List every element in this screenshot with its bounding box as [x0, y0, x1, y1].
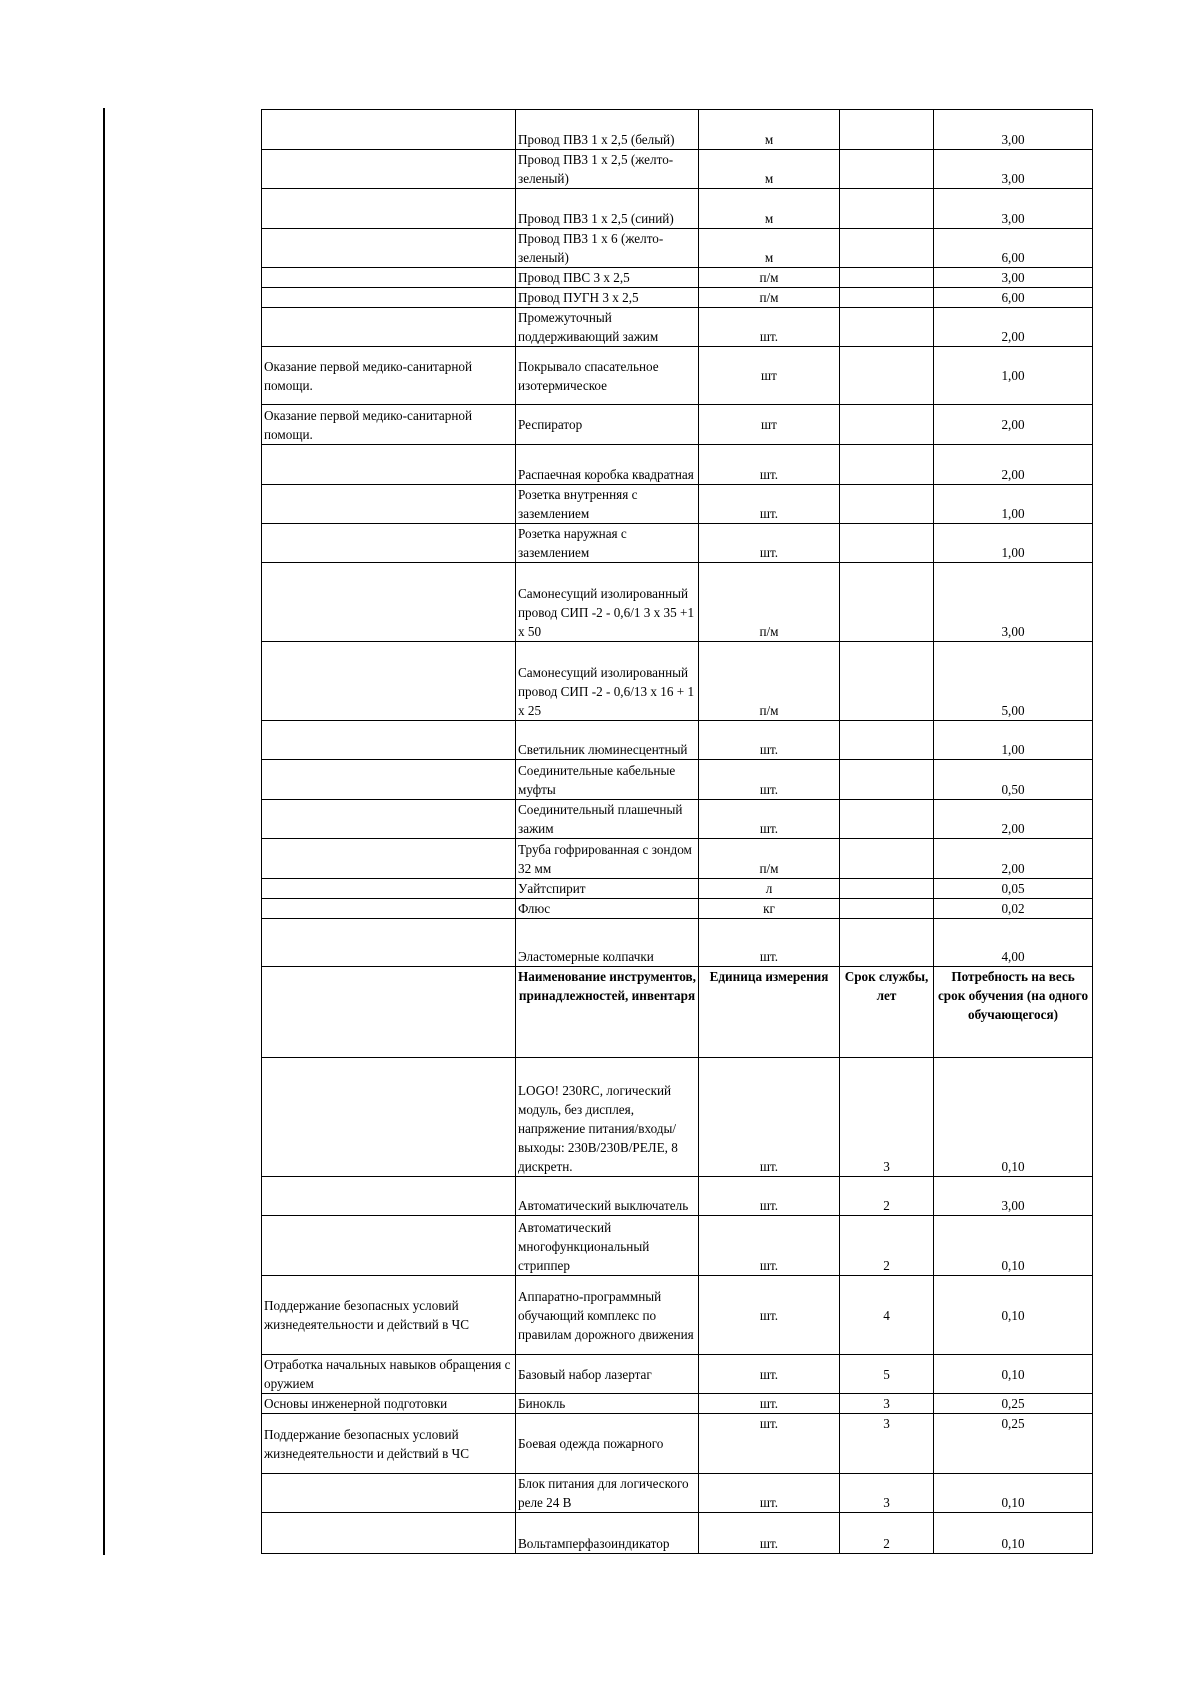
section-cell: Основы инженерной подготовки: [262, 1394, 516, 1414]
item-name-cell: Автоматический выключатель: [516, 1177, 699, 1216]
unit-cell: п/м: [699, 268, 840, 288]
unit-cell: п/м: [699, 642, 840, 721]
requirement-cell: 2,00: [934, 445, 1093, 485]
section-cell: [262, 1474, 516, 1513]
service-life-cell: [840, 268, 934, 288]
requirement-cell: 3,00: [934, 189, 1093, 229]
item-name-cell: Уайтспирит: [516, 879, 699, 899]
section-cell: [262, 721, 516, 760]
section-cell: [262, 919, 516, 967]
section-cell: [262, 879, 516, 899]
item-name-cell: Бинокль: [516, 1394, 699, 1414]
item-name-cell: Соединительные кабельные муфты: [516, 760, 699, 800]
unit-cell: м: [699, 150, 840, 189]
table-row: [262, 524, 1093, 563]
item-name-cell: Провод ПУГН 3 х 2,5: [516, 288, 699, 308]
requirement-cell: 0,10: [934, 1216, 1093, 1276]
service-life-cell: [840, 347, 934, 405]
item-name-cell: Респиратор: [516, 405, 699, 445]
item-name-cell: Флюс: [516, 899, 699, 919]
service-life-cell: 2: [840, 1177, 934, 1216]
service-life-cell: [840, 642, 934, 721]
materials-table: [261, 109, 1093, 1554]
unit-cell: шт.: [699, 1216, 840, 1276]
section-cell: Отработка начальных навыков обращения с оружием: [262, 1355, 516, 1394]
table-row: [262, 1058, 1093, 1177]
requirement-cell: 0,10: [934, 1513, 1093, 1554]
service-life-cell: [840, 150, 934, 189]
table-row: [262, 899, 1093, 919]
unit-cell: шт.: [699, 445, 840, 485]
service-life-cell: 2: [840, 1216, 934, 1276]
service-life-cell: [840, 189, 934, 229]
service-life-cell: [840, 800, 934, 839]
item-name-cell: Аппаратно-программный обучающий комплекс по правилам дорожного движения: [516, 1276, 699, 1355]
section-cell: [262, 110, 516, 150]
requirement-cell: Потребность на весь срок обучения (на одного обучающегося): [934, 967, 1093, 1058]
item-name-cell: Эластомерные колпачки: [516, 919, 699, 967]
unit-cell: шт.: [699, 1355, 840, 1394]
requirement-cell: 2,00: [934, 308, 1093, 347]
table-row: [262, 919, 1093, 967]
table-row: [262, 229, 1093, 268]
table-row: [262, 485, 1093, 524]
unit-cell: п/м: [699, 839, 840, 879]
table-row: [262, 189, 1093, 229]
service-life-cell: [840, 899, 934, 919]
table-row: [262, 1276, 1093, 1355]
item-name-cell: LOGO! 230RC, логический модуль, без дисплея, напряжение питания/входы/выходы: 230В/230В/РЕЛЕ, 8 дискретн.: [516, 1058, 699, 1177]
item-name-cell: Промежуточный поддерживающий зажим: [516, 308, 699, 347]
section-cell: [262, 189, 516, 229]
section-cell: [262, 1058, 516, 1177]
table-body: [262, 110, 1093, 1554]
requirement-cell: 0,02: [934, 899, 1093, 919]
requirement-cell: 0,50: [934, 760, 1093, 800]
service-life-cell: [840, 839, 934, 879]
item-name-cell: Базовый набор лазертаг: [516, 1355, 699, 1394]
section-cell: [262, 1216, 516, 1276]
table-row: [262, 288, 1093, 308]
service-life-cell: 2: [840, 1513, 934, 1554]
unit-cell: шт.: [699, 308, 840, 347]
table-row: [262, 1513, 1093, 1554]
service-life-cell: [840, 919, 934, 967]
unit-cell: л: [699, 879, 840, 899]
service-life-cell: 4: [840, 1276, 934, 1355]
section-cell: [262, 268, 516, 288]
item-name-cell: Провод ПВ3 1 х 6 (желто-зеленый): [516, 229, 699, 268]
requirement-cell: 3,00: [934, 563, 1093, 642]
unit-cell: п/м: [699, 563, 840, 642]
requirement-cell: 2,00: [934, 405, 1093, 445]
service-life-cell: [840, 524, 934, 563]
unit-cell: м: [699, 229, 840, 268]
unit-cell: кг: [699, 899, 840, 919]
unit-cell: шт: [699, 405, 840, 445]
requirement-cell: 5,00: [934, 642, 1093, 721]
item-name-cell: Соединительный плашечный зажим: [516, 800, 699, 839]
unit-cell: шт.: [699, 1474, 840, 1513]
item-name-cell: Светильник люминесцентный: [516, 721, 699, 760]
table-row: [262, 1177, 1093, 1216]
unit-cell: шт.: [699, 721, 840, 760]
unit-cell: шт.: [699, 524, 840, 563]
table-row: [262, 642, 1093, 721]
service-life-cell: [840, 445, 934, 485]
service-life-cell: [840, 563, 934, 642]
service-life-cell: [840, 879, 934, 899]
item-name-cell: Самонесущий изолированный провод СИП -2 - 0,6/1 3 х 35 +1 х 50: [516, 563, 699, 642]
requirement-cell: 0,25: [934, 1414, 1093, 1474]
table-row: [262, 110, 1093, 150]
unit-cell: шт.: [699, 1177, 840, 1216]
section-cell: [262, 445, 516, 485]
unit-cell: Единица измерения: [699, 967, 840, 1058]
table-row: [262, 308, 1093, 347]
section-cell: [262, 563, 516, 642]
table-row: [262, 150, 1093, 189]
unit-cell: шт.: [699, 800, 840, 839]
requirement-cell: 1,00: [934, 485, 1093, 524]
requirement-cell: 6,00: [934, 288, 1093, 308]
table-row: [262, 800, 1093, 839]
section-cell: [262, 642, 516, 721]
service-life-cell: [840, 229, 934, 268]
unit-cell: м: [699, 189, 840, 229]
table-row: [262, 1474, 1093, 1513]
table-row: [262, 268, 1093, 288]
item-name-cell: Труба гофрированная с зондом 32 мм: [516, 839, 699, 879]
item-name-cell: Наименование инструментов, принадлежностей, инвентаря: [516, 967, 699, 1058]
item-name-cell: Автоматический многофункциональный стриппер: [516, 1216, 699, 1276]
section-cell: [262, 524, 516, 563]
table-row: [262, 721, 1093, 760]
unit-cell: шт.: [699, 1414, 840, 1474]
item-name-cell: Распаечная коробка квадратная: [516, 445, 699, 485]
item-name-cell: Провод ПВ3 1 х 2,5 (белый): [516, 110, 699, 150]
service-life-cell: 5: [840, 1355, 934, 1394]
service-life-cell: [840, 405, 934, 445]
service-life-cell: [840, 110, 934, 150]
requirement-cell: 0,10: [934, 1355, 1093, 1394]
unit-cell: шт.: [699, 485, 840, 524]
requirement-cell: 0,25: [934, 1394, 1093, 1414]
service-life-cell: 3: [840, 1394, 934, 1414]
service-life-cell: [840, 721, 934, 760]
section-cell: [262, 308, 516, 347]
item-name-cell: Самонесущий изолированный провод СИП -2 - 0,6/13 х 16 + 1 х 25: [516, 642, 699, 721]
section-cell: [262, 1513, 516, 1554]
table-row: [262, 1394, 1093, 1414]
table-row: [262, 1355, 1093, 1394]
unit-cell: шт: [699, 347, 840, 405]
service-life-cell: 3: [840, 1474, 934, 1513]
requirement-cell: 0,10: [934, 1276, 1093, 1355]
table-row: [262, 445, 1093, 485]
section-cell: [262, 485, 516, 524]
item-name-cell: Боевая одежда пожарного: [516, 1414, 699, 1474]
requirement-cell: 0,10: [934, 1058, 1093, 1177]
header-row: [262, 967, 1093, 1058]
requirement-cell: 2,00: [934, 800, 1093, 839]
item-name-cell: Розетка наружная с заземлением: [516, 524, 699, 563]
unit-cell: шт.: [699, 1513, 840, 1554]
requirement-cell: 1,00: [934, 347, 1093, 405]
section-cell: [262, 1177, 516, 1216]
unit-cell: шт.: [699, 1058, 840, 1177]
service-life-cell: 3: [840, 1058, 934, 1177]
section-cell: Поддержание безопасных условий жизнедеятельности и действий в ЧС: [262, 1276, 516, 1355]
requirement-cell: 2,00: [934, 839, 1093, 879]
table-row: [262, 760, 1093, 800]
table-row: [262, 347, 1093, 405]
section-cell: [262, 967, 516, 1058]
item-name-cell: Покрывало спасательное изотермическое: [516, 347, 699, 405]
requirement-cell: 0,05: [934, 879, 1093, 899]
requirement-cell: 6,00: [934, 229, 1093, 268]
margin-line: [103, 108, 105, 1555]
section-cell: [262, 288, 516, 308]
unit-cell: шт.: [699, 760, 840, 800]
item-name-cell: Провод ПВС 3 х 2,5: [516, 268, 699, 288]
requirement-cell: 0,10: [934, 1474, 1093, 1513]
section-cell: Поддержание безопасных условий жизнедеятельности и действий в ЧС: [262, 1414, 516, 1474]
service-life-cell: [840, 485, 934, 524]
requirement-cell: 3,00: [934, 110, 1093, 150]
service-life-cell: [840, 760, 934, 800]
unit-cell: п/м: [699, 288, 840, 308]
section-cell: [262, 760, 516, 800]
unit-cell: шт.: [699, 1394, 840, 1414]
section-cell: [262, 229, 516, 268]
item-name-cell: Блок питания для логического реле 24 В: [516, 1474, 699, 1513]
unit-cell: шт.: [699, 919, 840, 967]
table-row: [262, 1216, 1093, 1276]
table-row: [262, 563, 1093, 642]
requirement-cell: 3,00: [934, 268, 1093, 288]
table-row: [262, 879, 1093, 899]
unit-cell: шт.: [699, 1276, 840, 1355]
service-life-cell: [840, 288, 934, 308]
item-name-cell: Розетка внутренняя с заземлением: [516, 485, 699, 524]
item-name-cell: Провод ПВ3 1 х 2,5 (синий): [516, 189, 699, 229]
requirement-cell: 3,00: [934, 150, 1093, 189]
item-name-cell: Вольтамперфазоиндикатор: [516, 1513, 699, 1554]
service-life-cell: Срок службы, лет: [840, 967, 934, 1058]
requirement-cell: 3,00: [934, 1177, 1093, 1216]
section-cell: [262, 150, 516, 189]
table-row: [262, 839, 1093, 879]
section-cell: Оказание первой медико-санитарной помощи.: [262, 347, 516, 405]
section-cell: [262, 839, 516, 879]
requirement-cell: 1,00: [934, 524, 1093, 563]
section-cell: [262, 899, 516, 919]
table-row: [262, 405, 1093, 445]
requirement-cell: 4,00: [934, 919, 1093, 967]
table-row: [262, 1414, 1093, 1474]
requirement-cell: 1,00: [934, 721, 1093, 760]
section-cell: [262, 800, 516, 839]
service-life-cell: 3: [840, 1414, 934, 1474]
section-cell: Оказание первой медико-санитарной помощи.: [262, 405, 516, 445]
item-name-cell: Провод ПВ3 1 х 2,5 (желто-зеленый): [516, 150, 699, 189]
service-life-cell: [840, 308, 934, 347]
unit-cell: м: [699, 110, 840, 150]
